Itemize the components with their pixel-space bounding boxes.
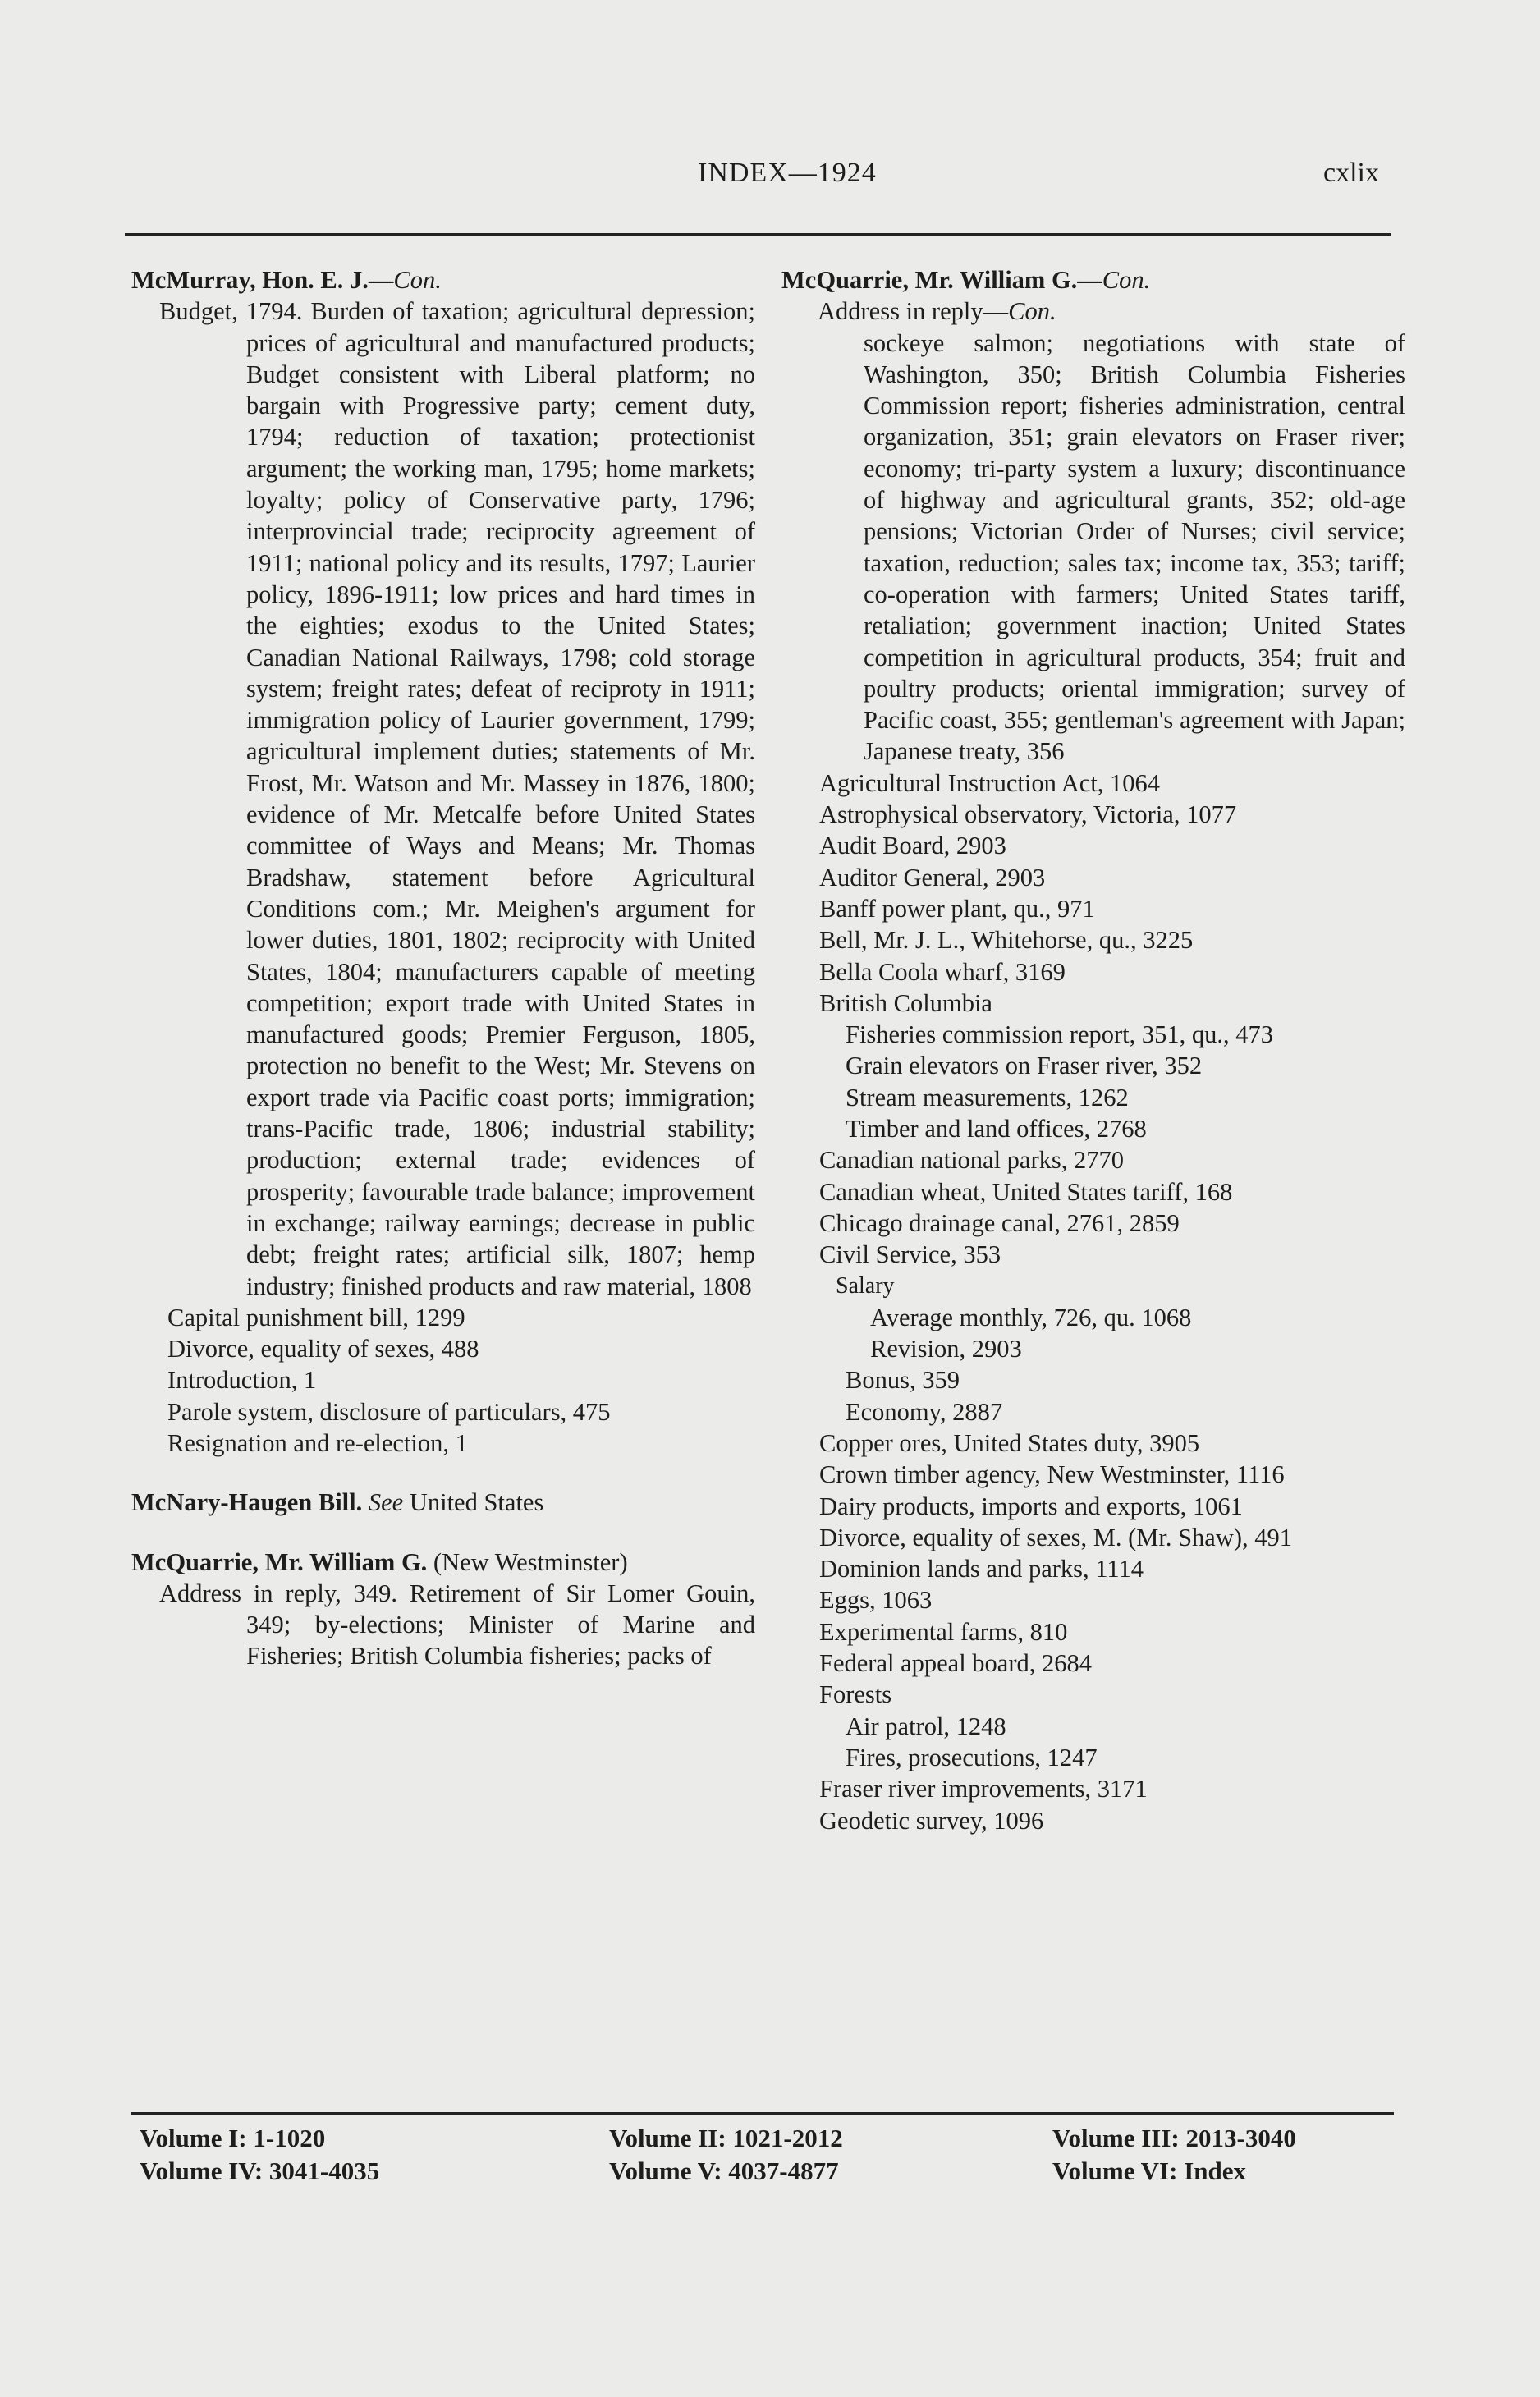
footer-rule xyxy=(131,2112,1394,2115)
subentry: Copper ores, United States duty, 3905 xyxy=(819,1428,1200,1457)
volume-5-label: Volume V: 4037-4877 xyxy=(609,2156,839,2185)
volume-4-label: Volume IV: 3041-4035 xyxy=(140,2156,380,2185)
sub-subentry: Air patrol, 1248 xyxy=(846,1712,1006,1740)
entry-name: McQuarrie, Mr. William G. xyxy=(131,1547,428,1576)
sub-subentry: Stream measurements, 1262 xyxy=(846,1083,1129,1111)
subentry: Canadian national parks, 2770 xyxy=(819,1146,1124,1175)
sub-subentry: Economy, 2887 xyxy=(846,1397,1003,1426)
entry-gap xyxy=(131,1519,755,1547)
page-title: INDEX—1924 xyxy=(698,158,877,188)
subentry: Chicago drainage canal, 2761, 2859 xyxy=(819,1208,1180,1237)
subentry: Divorce, equality of sexes, M. (Mr. Shaw), 491 xyxy=(819,1523,1293,1551)
subentry: Dominion lands and parks, 1114 xyxy=(819,1555,1144,1583)
subentry-address-label xyxy=(781,296,1405,327)
volume-2-label: Volume II: 1021-2012 xyxy=(609,2124,843,2152)
subentry: Astrophysical observatory, Victoria, 1077 xyxy=(819,800,1237,829)
subentry-address: Address in reply, 349. Retirement of Sir Lomer Gouin, 349; by-elections; Minister of Marine and Fisheries; British Columbia fisheries; packs of xyxy=(159,1579,755,1671)
subentry: Bella Coola wharf, 3169 xyxy=(819,957,1066,986)
page-header xyxy=(0,158,1540,199)
sub-subentry: Bonus, 359 xyxy=(846,1366,960,1395)
left-column xyxy=(131,264,755,1672)
sub-sub-subentry: Revision, 2903 xyxy=(870,1335,1022,1363)
header-rule xyxy=(125,233,1391,236)
continued-label: Con. xyxy=(1008,297,1056,326)
sub-subentry: Fisheries commission report, 351, qu., 473 xyxy=(846,1020,1274,1049)
subentry: Banff power plant, qu., 971 xyxy=(819,894,1095,923)
subentry: Canadian wheat, United States tariff, 168 xyxy=(819,1177,1233,1206)
entry-name: McMurray, Hon. E. J.— xyxy=(131,266,394,294)
volume-3-label: Volume III: 2013-3040 xyxy=(1052,2124,1296,2152)
continued-label: Con. xyxy=(393,266,442,294)
sub-sub-subentry: Average monthly, 726, qu. 1068 xyxy=(870,1303,1192,1331)
volume-1-label: Volume I: 1-1020 xyxy=(140,2124,326,2152)
subentry: Federal appeal board, 2684 xyxy=(819,1649,1092,1678)
entry-heading-mcquarrie xyxy=(131,1547,755,1578)
cross-reference: United States xyxy=(409,1488,544,1517)
page-number: cxlix xyxy=(1323,158,1379,188)
subentry: Parole system, disclosure of particulars, 475 xyxy=(167,1397,611,1426)
entry-gap xyxy=(131,1459,755,1487)
sub-subentry-salary: Salary xyxy=(836,1272,895,1299)
sub-subentry: Grain elevators on Fraser river, 352 xyxy=(846,1052,1203,1080)
subentry: Geodetic survey, 1096 xyxy=(819,1806,1044,1835)
entry-name: McNary-Haugen Bill. xyxy=(131,1488,363,1517)
subentry: Fraser river improvements, 3171 xyxy=(819,1775,1148,1803)
entry-note: (New Westminster) xyxy=(433,1547,628,1576)
subentry: Introduction, 1 xyxy=(167,1366,317,1395)
subentry-address-cont: sockeye salmon; negotiations with state of Washington, 350; British Columbia Fisheries Commission report; fisheries administration, central organization, 351; grain elevators on Fraser river; economy; tri-party system a luxury; discontinuance of highway and agricultural grants, 352; old-age pensions; Victorian Order of Nurses; civil service; taxation, reduction; sales tax; income tax, 353; tariff; co-operation with farmers; United States tariff, retaliation; government inaction; United States competition in agricultural products, 354; fruit and poultry products; oriental immigration; survey of Pacific coast, 355; gentleman's agreement with Japan; Japanese treaty, 356 xyxy=(864,328,1405,766)
subentry: Bell, Mr. J. L., Whitehorse, qu., 3225 xyxy=(819,926,1194,955)
subentry: Dairy products, imports and exports, 1061 xyxy=(819,1492,1243,1520)
subentry: Agricultural Instruction Act, 1064 xyxy=(819,768,1161,797)
subentry: Crown timber agency, New Westminster, 1116 xyxy=(819,1460,1285,1489)
address-label: Address in reply— xyxy=(818,297,1009,326)
subentry: Audit Board, 2903 xyxy=(819,832,1006,860)
entry-heading-mcquarrie-cont xyxy=(781,264,1405,296)
subentry: Forests xyxy=(819,1680,892,1709)
see-label: See xyxy=(368,1488,404,1517)
subentry: British Columbia xyxy=(819,988,992,1017)
sub-subentry: Timber and land offices, 2768 xyxy=(846,1115,1147,1144)
subentry: Experimental farms, 810 xyxy=(819,1617,1068,1646)
right-column xyxy=(781,264,1405,1836)
entry-name: McQuarrie, Mr. William G.— xyxy=(781,266,1102,294)
volume-6-label: Volume VI: Index xyxy=(1052,2156,1246,2185)
continued-label: Con. xyxy=(1102,266,1151,294)
subentry: Divorce, equality of sexes, 488 xyxy=(167,1335,479,1363)
entry-heading-mcmurray xyxy=(131,264,755,296)
subentry: Capital punishment bill, 1299 xyxy=(167,1303,465,1331)
subentry: Auditor General, 2903 xyxy=(819,863,1046,891)
subentry: Civil Service, 353 xyxy=(819,1240,1001,1269)
entry-heading-mcnary xyxy=(131,1487,755,1518)
subentry: Eggs, 1063 xyxy=(819,1586,933,1615)
subentry: Resignation and re-election, 1 xyxy=(167,1428,468,1457)
sub-subentry: Fires, prosecutions, 1247 xyxy=(846,1743,1098,1771)
subentry-budget: Budget, 1794. Burden of taxation; agricultural depression; prices of agricultural and manufactured products; Budget consistent with Liberal platform; no bargain with Progressive party; cement duty, 1794; reduction of taxation; protectionist argument; the working man, 1795; home markets; loyalty; policy of Conservative party, 1796; interprovincial trade; reciprocity agreement of 1911; national policy and its results, 1797; Laurier policy, 1896-1911; low prices and hard times in the eighties; exodus to the United States; Canadian National Railways, 1798; cold storage system; freight rates; defeat of reciproty in 1911; immigration policy of Laurier government, 1799; agricultural implement duties; statements of Mr. Frost, Mr. Watson and Mr. Massey in 1876, 1800; evidence of Mr. Metcalfe before United States committee of Ways and Means; Mr. Thomas Bradshaw, statement before Agricultural Conditions com.; Mr. Meighen's argument for lower duties, 1801, 1802; reciprocity with United States, 1804; manufacturers capable of meeting competition; export trade with United States in manufactured goods; Premier Ferguson, 1805, protection no benefit to the West; Mr. Stevens on export trade via Pacific coast ports; immigration; trans-Pacific trade, 1806; industrial stability; production; external trade; evidences of prosperity; favourable trade balance; improvement in exchange; railway earnings; decrease in public debt; freight rates; artificial silk, 1807; hemp industry; finished products and raw material, 1808 xyxy=(159,297,755,1300)
